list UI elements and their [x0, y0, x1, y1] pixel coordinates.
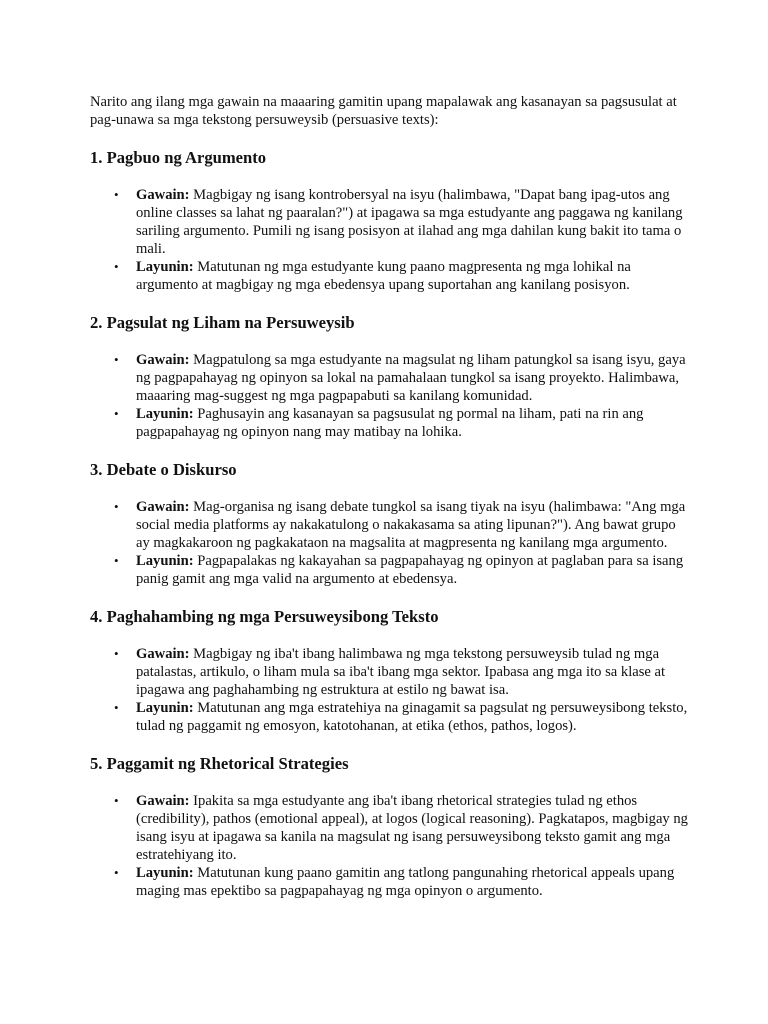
- list-item: [114, 792, 690, 864]
- section-list: [90, 792, 690, 900]
- intro-paragraph: Narito ang ilang mga gawain na maaaring gamitin upang mapalawak ang kasanayan sa pagsusulat at pag-unawa sa mga tekstong persuweysib (persuasive texts):: [90, 94, 677, 128]
- item-label: Gawain:: [136, 646, 190, 662]
- item-text: Ipakita sa mga estudyante ang iba't ibang rhetorical strategies tulad ng ethos (credibility), pathos (emotional appeal), at logos (logical reasoning). Pagkatapos, magbigay ng isang isyu at ipagawa sa kanila na magsulat ng isang persuweysibong teksto gamit ang mga estratehiyang ito.: [136, 793, 688, 863]
- item-label: Gawain:: [136, 352, 190, 368]
- bullet-icon: •: [114, 352, 119, 367]
- bullet-icon: •: [114, 499, 119, 514]
- item-label: Layunin:: [136, 259, 194, 275]
- bullet-icon: •: [114, 700, 119, 715]
- section-heading: 3. Debate o Diskurso: [90, 460, 237, 479]
- item-text: Matutunan ang mga estratehiya na ginagamit sa pagsulat ng persuweysibong teksto, tulad ng paggamit ng emosyon, katotohanan, at etika (ethos, pathos, logos).: [136, 700, 688, 734]
- section-list: [90, 186, 690, 294]
- bullet-icon: •: [114, 187, 119, 202]
- item-text: Pagpapalakas ng kakayahan sa pagpapahayag ng opinyon at paglaban para sa isang panig gamit ang mga valid na argumento at ebedensya.: [136, 553, 684, 587]
- bullet-icon: •: [114, 793, 119, 808]
- item-text: Paghusayin ang kasanayan sa pagsusulat ng pormal na liham, pati na rin ang pagpapahayag ng opinyon nang may matibay na lohika.: [136, 406, 644, 440]
- list-item: [114, 351, 690, 405]
- item-label: Layunin:: [136, 406, 194, 422]
- section-pagbuo-ng-argumento: [90, 148, 690, 294]
- item-text: Matutunan kung paano gamitin ang tatlong pangunahing rhetorical appeals upang maging mas epektibo sa pagpapahayag ng mga opinyon o argumento.: [136, 865, 675, 899]
- list-item: [114, 645, 690, 699]
- item-text: Magbigay ng iba't ibang halimbawa ng mga tekstong persuweysib tulad ng mga patalastas, artikulo, o liham mula sa iba't ibang mga sektor. Ipabasa ang mga ito sa klase at ipagawa ang paghahambing ng estruktura at estilo ng bawat isa.: [136, 646, 666, 698]
- item-label: Layunin:: [136, 865, 194, 881]
- section-heading: 5. Paggamit ng Rhetorical Strategies: [90, 754, 349, 773]
- section-heading: 2. Pagsulat ng Liham na Persuweysib: [90, 313, 355, 332]
- bullet-icon: •: [114, 865, 119, 880]
- section-rhetorical-strategies: [90, 754, 690, 900]
- section-list: [90, 645, 690, 735]
- document-page: [90, 93, 690, 900]
- item-text: Matutunan ng mga estudyante kung paano magpresenta ng mga lohikal na argumento at magbigay ng mga ebedensya upang suportahan ang kanilang posisyon.: [136, 259, 631, 293]
- section-debate-o-diskurso: [90, 460, 690, 588]
- item-label: Layunin:: [136, 553, 194, 569]
- section-heading: 4. Paghahambing ng mga Persuweysibong Teksto: [90, 607, 439, 626]
- section-heading: 1. Pagbuo ng Argumento: [90, 148, 267, 167]
- bullet-icon: •: [114, 553, 119, 568]
- item-label: Layunin:: [136, 700, 194, 716]
- item-text: Magbigay ng isang kontrobersyal na isyu (halimbawa, "Dapat bang ipag-utos ang online classes sa lahat ng paaralan?") at ipagawa sa mga estudyante ang paggawa ng kanilang sariling argumento. Pumili ng isang posisyon at ilahad ang mga dahilan kung bakit ito tama o mali.: [136, 187, 683, 257]
- list-item: [114, 186, 690, 258]
- bullet-icon: •: [114, 406, 119, 421]
- section-paghahambing: [90, 607, 690, 735]
- item-label: Gawain:: [136, 499, 190, 515]
- list-item: [114, 699, 690, 735]
- section-list: [90, 498, 690, 588]
- bullet-icon: •: [114, 259, 119, 274]
- bullet-icon: •: [114, 646, 119, 661]
- item-label: Gawain:: [136, 187, 190, 203]
- list-item: [114, 258, 690, 294]
- list-item: [114, 864, 690, 900]
- section-list: [90, 351, 690, 441]
- list-item: [114, 552, 690, 588]
- item-text: Mag-organisa ng isang debate tungkol sa isang tiyak na isyu (halimbawa: "Ang mga social media platforms ay nakakatulong o nakakasama sa ating lipunan?"). Ang bawat grupo ay magkakaroon ng pagkakataon na magsalita at magpresenta ng kanilang mga argumento.: [136, 499, 686, 551]
- section-pagsulat-ng-liham: [90, 313, 690, 441]
- item-label: Gawain:: [136, 793, 190, 809]
- list-item: [114, 498, 690, 552]
- list-item: [114, 405, 690, 441]
- item-text: Magpatulong sa mga estudyante na magsulat ng liham patungkol sa isang isyu, gaya ng pagpapahayag ng opinyon sa lokal na pamahalaan tungkol sa isang proyekto. Halimbawa, maaaring mag-suggest ng mga pagpapabuti sa kanilang komunidad.: [136, 352, 686, 404]
